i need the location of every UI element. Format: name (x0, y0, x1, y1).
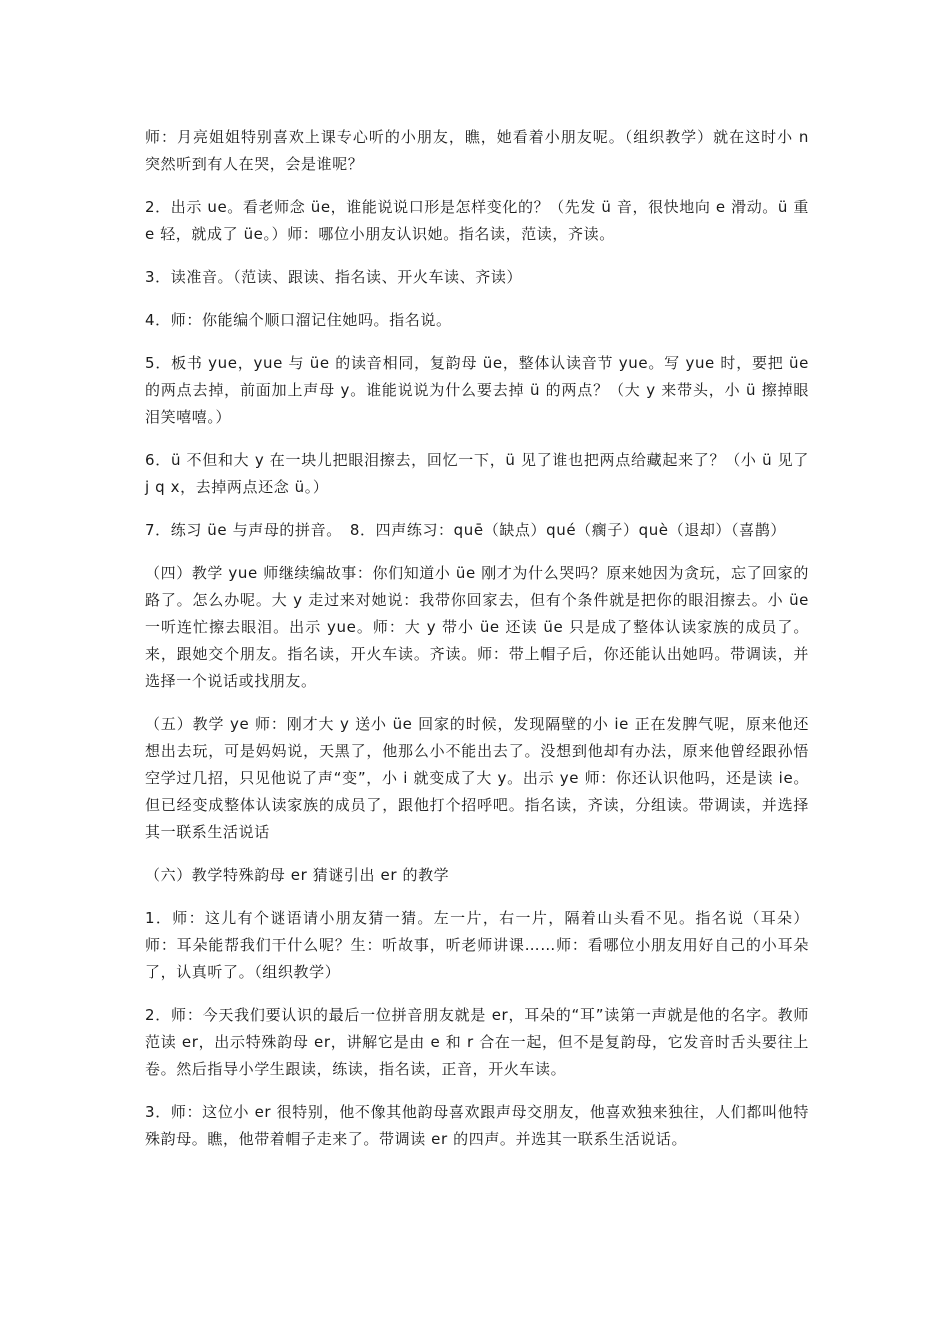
paragraph: 3．师：这位小 er 很特别，他不像其他韵母喜欢跟声母交朋友，他喜欢独来独往，人们都叫他特殊韵母。瞧，他带着帽子走来了。带调读 er 的四声。并选其一联系生活说话。 (145, 1103, 809, 1148)
section-heading: （六）教学特殊韵母 er 猜谜引出 er 的教学 (145, 866, 450, 884)
document-page (145, 124, 809, 1169)
paragraph: 2．师：今天我们要认识的最后一位拼音朋友就是 er，耳朵的“耳”读第一声就是他的名字。教师范读 er，出示特殊韵母 er，讲解它是由 e 和 r 合在一起，但不是复韵母，它发音时舌头要往上卷。然后指导小学生跟读，练读，指名读，正音，开火车读。 (145, 1006, 809, 1078)
paragraph: 1．师：这儿有个谜语请小朋友猜一猜。左一片，右一片，隔着山头看不见。指名说（耳朵）师：耳朵能帮我们干什么呢？生：听故事，听老师讲课……师：看哪位小朋友用好自己的小耳朵了，认真听了。（组织教学） (145, 909, 809, 981)
paragraph: 2．出示 ue。看老师念 üe，谁能说说口形是怎样变化的？（先发 ü 音，很快地向 e 滑动。ü 重 e 轻，就成了 üe。）师：哪位小朋友认识她。指名读，范读，齐读。 (145, 198, 809, 243)
paragraph: 7．练习 üe 与声母的拼音。 8．四声练习：quē（缺点）qué（瘸子）què（退却）（喜鹊） (145, 521, 786, 539)
section-paragraph: （五）教学 ye 师：刚才大 y 送小 üe 回家的时候，发现隔壁的小 ie 正在发脾气呢，原来他还想出去玩，可是妈妈说，天黑了，他那么小不能出去了。没想到他却有办法，原来他曾经跟孙悟空学过几招，只见他说了声“变”，小 i 就变成了大 y。出示 ye 师：你还认识他吗，还是读 ie。但已经变成整体认读家族的成员了，跟他打个招呼吧。指名读，齐读，分组读。带调读，并选择其一联系生活说话 (145, 715, 809, 841)
paragraph: 师：月亮姐姐特别喜欢上课专心听的小朋友，瞧，她看着小朋友呢。（组织教学）就在这时小 n 突然听到有人在哭，会是谁呢？ (145, 128, 809, 173)
section-paragraph: （四）教学 yue 师继续编故事：你们知道小 üe 刚才为什么哭吗？原来她因为贪玩，忘了回家的路了。怎么办呢。大 y 走过来对她说：我带你回家去，但有个条件就是把你的眼泪擦去。小 üe 一听连忙擦去眼泪。出示 yue。师：大 y 带小 üe 还读 üe 只是成了整体认读家族的成员了。来，跟她交个朋友。指名读，开火车读。齐读。师：带上帽子后，你还能认出她吗。带调读，并选择一个说话或找朋友。 (145, 564, 809, 690)
paragraph: 6．ü 不但和大 y 在一块儿把眼泪擦去，回忆一下，ü 见了谁也把两点给藏起来了？（小 ü 见了 j q x，去掉两点还念 ü。） (145, 451, 809, 496)
paragraph: 5．板书 yue，yue 与 üe 的读音相同，复韵母 üe，整体认读音节 yue。写 yue 时，要把 üe 的两点去掉，前面加上声母 y。谁能说说为什么要去掉 ü 的两点？（大 y 来带头，小 ü 擦掉眼泪笑嘻嘻。） (145, 354, 809, 426)
paragraph: 4．师：你能编个顺口溜记住她吗。指名说。 (145, 311, 452, 329)
paragraph: 3．读准音。（范读、跟读、指名读、开火车读、齐读） (145, 268, 523, 286)
